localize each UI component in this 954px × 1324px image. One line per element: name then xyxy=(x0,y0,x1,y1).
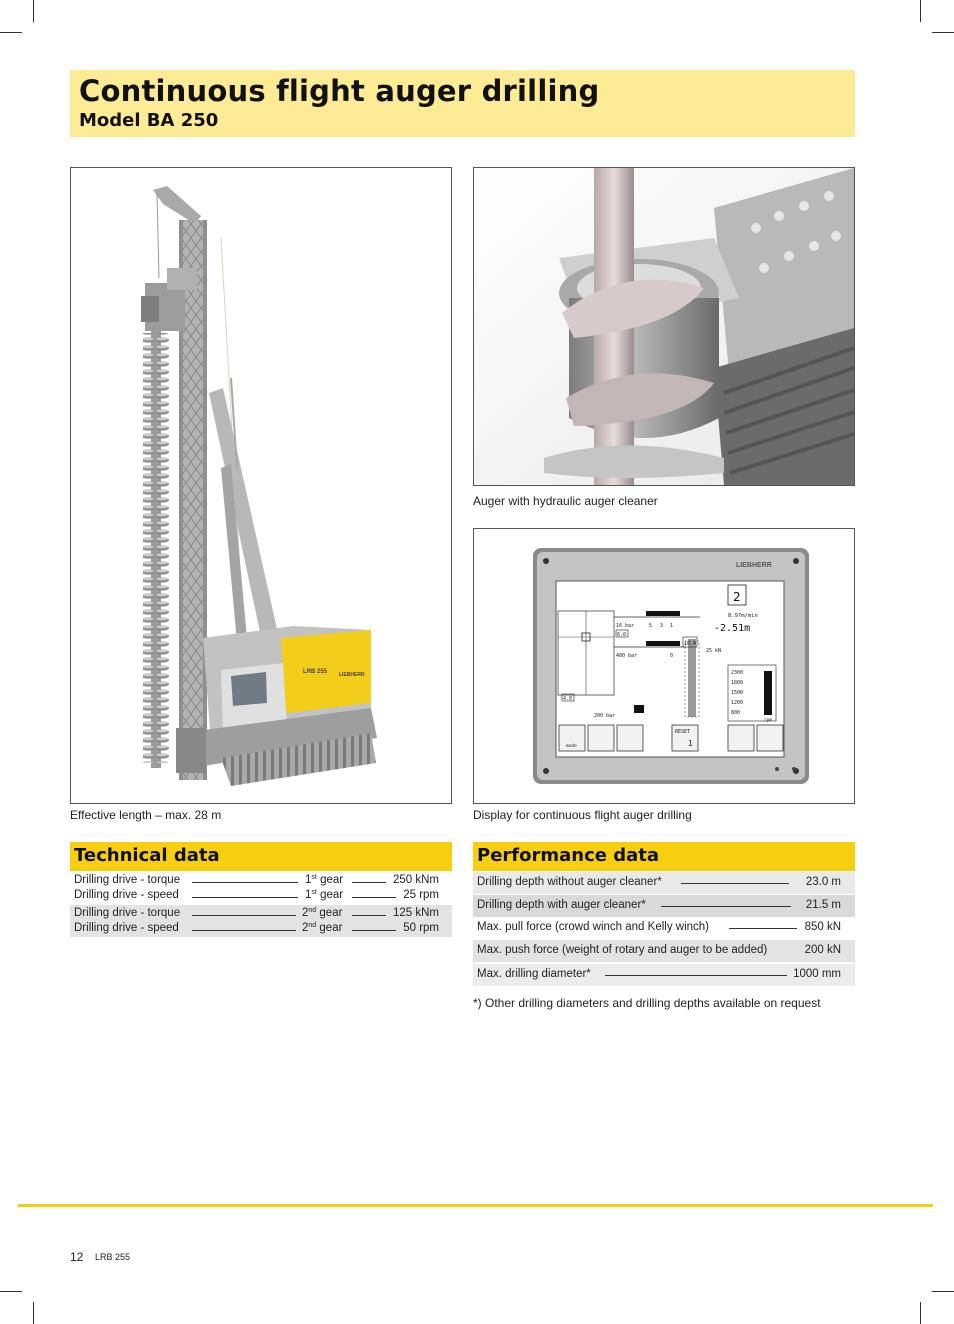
display-figure xyxy=(473,528,855,804)
technical-data-group-2 xyxy=(70,905,452,937)
crop-mark xyxy=(33,1302,34,1324)
footer-rule xyxy=(18,1204,933,1207)
rpm-unit: rpm xyxy=(764,718,773,723)
crop-mark xyxy=(0,1291,22,1292)
machine-label: LRB 255 xyxy=(303,669,328,675)
crop-mark xyxy=(932,32,954,33)
technical-data-heading: Technical data xyxy=(70,842,452,871)
rpm-scale-3: 1200 xyxy=(731,700,744,706)
auger-cleaner-illustration xyxy=(474,168,854,485)
table-row: Drilling drive - torque 2nd gear 125 kNm xyxy=(74,907,439,919)
box-readout-2: 4.0 xyxy=(563,696,573,702)
table-row: Drilling drive - speed 2nd gear 50 rpm xyxy=(74,922,439,934)
drilling-rig-illustration xyxy=(71,168,451,803)
rig-figure xyxy=(70,167,452,804)
rpm-scale-0: 2300 xyxy=(731,670,744,676)
table-row: Max. drilling diameter* 1000 mm xyxy=(473,964,855,986)
page-subtitle: Model BA 250 xyxy=(79,110,219,131)
value-readout-c: 1 xyxy=(670,623,674,629)
crop-mark xyxy=(920,0,921,22)
rig-caption: Effective length – max. 28 m xyxy=(70,808,222,822)
mode-label: mode xyxy=(566,744,577,749)
table-row: Max. push force (weight of rotary and auger to be added) 200 kN xyxy=(473,940,855,962)
display-caption: Display for continuous flight auger drilling xyxy=(473,808,692,822)
crop-mark xyxy=(932,1291,954,1292)
box-readout-3: 10.4 xyxy=(684,641,697,647)
speed-readout: 8.97m/min xyxy=(728,613,758,619)
auger-caption: Auger with hydraulic auger cleaner xyxy=(473,494,658,508)
crop-mark xyxy=(920,1302,921,1324)
control-display-illustration xyxy=(474,529,854,803)
page-number: 12 xyxy=(70,1250,84,1264)
performance-data-heading: Performance data xyxy=(473,842,855,871)
performance-footnote: *) Other drilling diameters and drilling depths available on request xyxy=(473,996,821,1010)
reset-label: RESET xyxy=(675,729,691,735)
pressure-readout-3: 200 bar xyxy=(594,713,616,719)
rpm-scale-1: 1800 xyxy=(731,680,744,686)
crop-mark xyxy=(33,0,34,22)
value-readout-a: 5 xyxy=(649,623,653,629)
rpm-scale-2: 1500 xyxy=(731,690,744,696)
value-readout-b: 3 xyxy=(660,623,664,629)
depth-readout: -2.51m xyxy=(714,623,751,634)
gear-readout: 2 xyxy=(733,590,741,604)
table-row: Drilling depth with auger cleaner* 21.5 m xyxy=(473,895,855,917)
crop-mark xyxy=(0,32,22,33)
box-readout-1: 6.0 xyxy=(617,632,627,638)
zero-readout: 0 xyxy=(670,653,674,659)
table-row: Max. pull force (crowd winch and Kelly winch) 850 kN xyxy=(473,917,855,939)
title-banner xyxy=(70,70,855,137)
page-title: Continuous flight auger drilling xyxy=(79,74,600,108)
document-code: LRB 255 xyxy=(95,1252,131,1262)
brand-label: LIEBHERR xyxy=(339,672,365,678)
display-brand-label: LIEBHERR xyxy=(736,562,772,569)
table-row: Drilling drive - speed 1st gear 25 rpm xyxy=(74,889,439,901)
pressure-readout-1: 16 bar xyxy=(616,623,635,629)
technical-data-group-1 xyxy=(70,873,452,905)
auger-figure xyxy=(473,167,855,486)
pressure-readout-2: 400 bar xyxy=(616,653,638,659)
table-row: Drilling depth without auger cleaner* 23.0 m xyxy=(473,872,855,894)
force-readout: 25 kN xyxy=(706,648,722,654)
reset-count: 1 xyxy=(688,739,693,748)
table-row: Drilling drive - torque 1st gear 250 kNm xyxy=(74,874,439,886)
rpm-scale-4: 800 xyxy=(731,710,741,716)
